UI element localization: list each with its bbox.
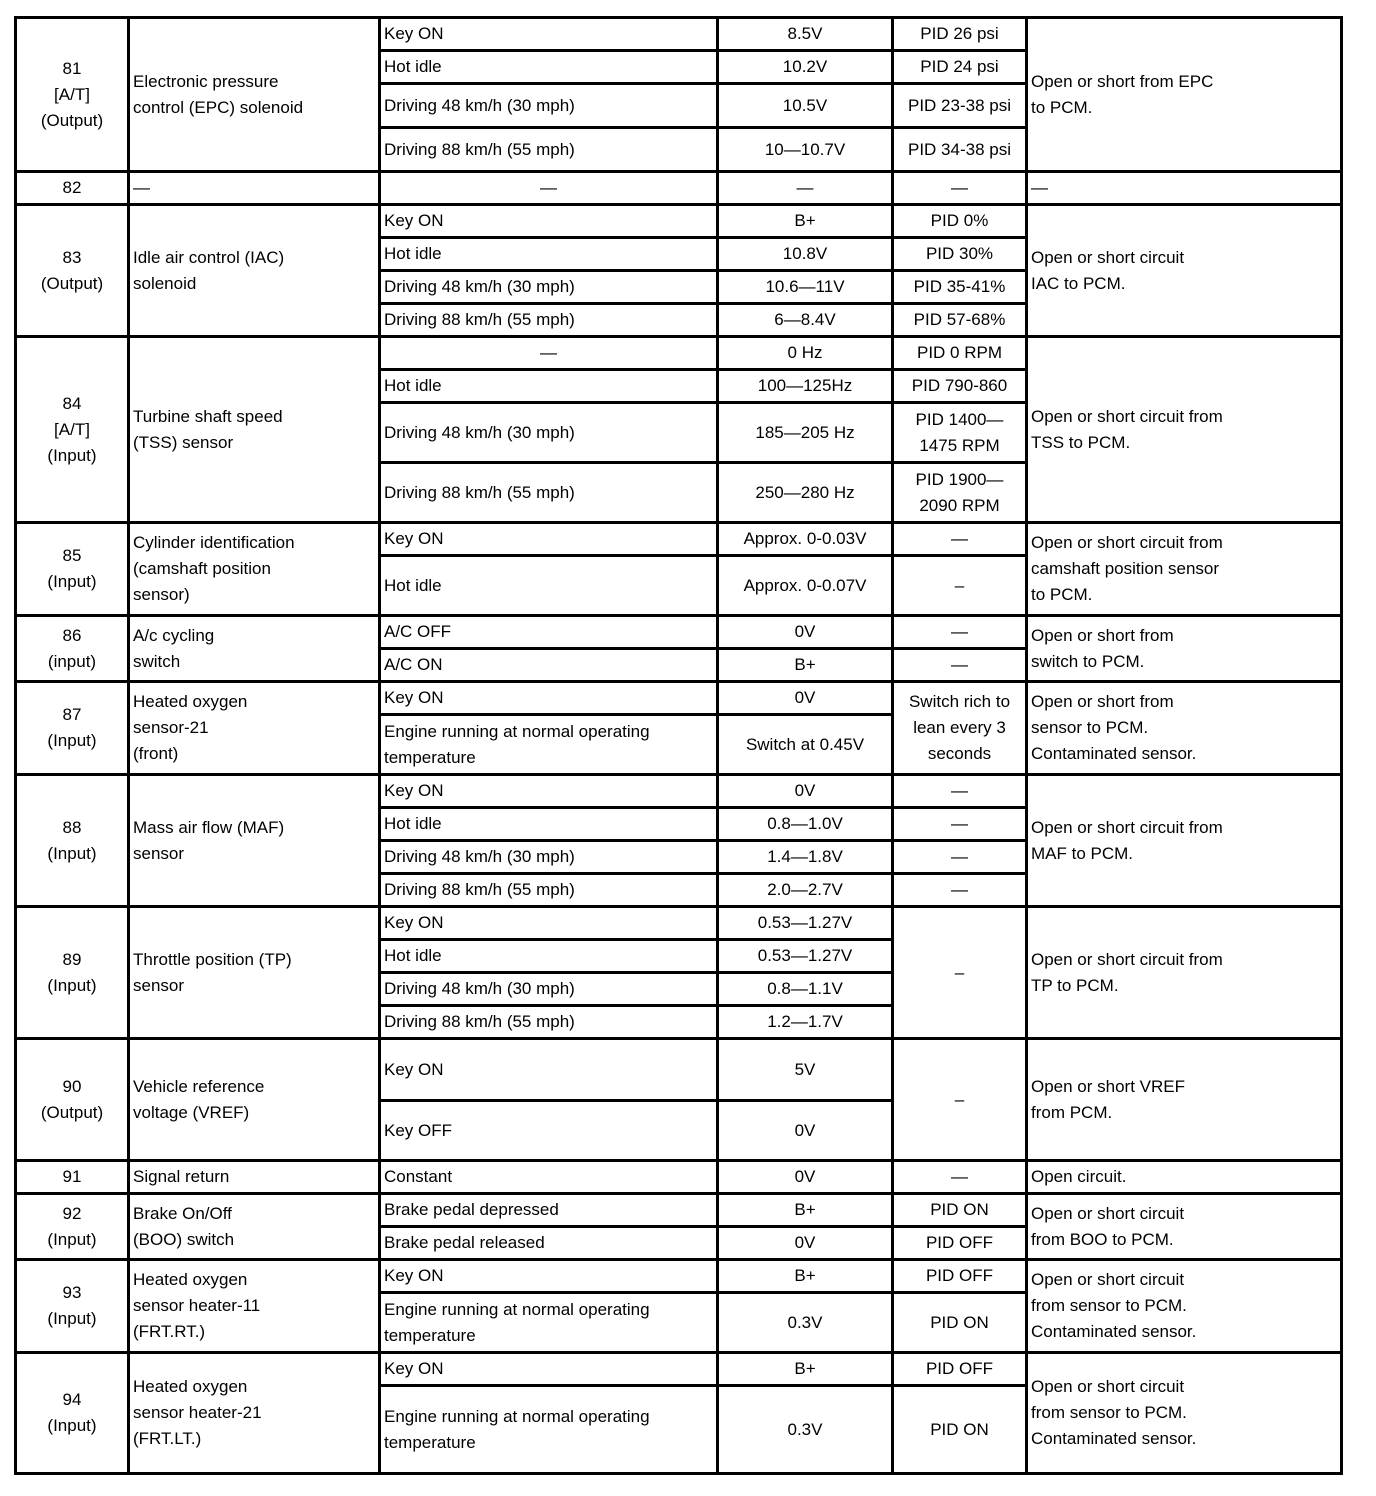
pin-number-cell [16,1161,129,1194]
terminal-name-line: Throttle position (TP) [133,949,292,969]
voltage-cell: Approx. 0-0.03V [718,523,893,556]
pid-cell: PID 23-38 psi [893,84,1027,128]
pin-number-cell [16,1039,129,1161]
terminal-name-line: Signal return [133,1167,230,1186]
table-row [16,18,1342,51]
table-row [16,337,1342,370]
terminal-name-line: Cylinder identification [133,533,295,552]
voltage-cell: B+ [718,649,893,682]
condition-cell: Key OFF [380,1101,718,1161]
remark-line: Open or short from [1031,625,1174,645]
pid-cell: – [893,907,1027,1039]
table-row [16,1039,1342,1101]
table-row [16,1353,1342,1386]
table-row [16,775,1342,808]
pin-line: 84 [62,393,82,413]
condition-cell: Hot idle [380,556,718,616]
remark-line: Contaminated sensor. [1031,744,1197,763]
remark-line: — [1031,178,1048,197]
terminal-name-cell [129,18,380,172]
pid-cell: PID 26 psi [893,18,1027,51]
terminal-name-line: voltage (VREF) [133,1102,250,1122]
voltage-cell: 0V [718,1161,893,1194]
voltage-cell: 6—8.4V [718,304,893,337]
condition-cell: Driving 48 km/h (30 mph) [380,973,718,1006]
terminal-name-cell [129,907,380,1039]
voltage-cell: 0V [718,775,893,808]
terminal-name-line: A/c cycling [133,625,215,645]
remark-line: Open or short from [1031,692,1174,711]
table-row [16,907,1342,940]
condition-cell: A/C ON [380,649,718,682]
condition-cell: Key ON [380,1260,718,1293]
pid-cell: Switch rich to lean every 3 seconds [893,682,1027,775]
pid-cell: — [893,616,1027,649]
terminal-name-cell [129,1161,380,1194]
pid-cell: – [893,556,1027,616]
condition-cell: Hot idle [380,808,718,841]
condition-cell: Key ON [380,682,718,715]
remark-cell [1027,1194,1342,1260]
terminal-name-line: sensor heater-21 [133,1403,262,1422]
pin-number-cell [16,1353,129,1474]
condition-cell: Hot idle [380,370,718,403]
voltage-cell: Switch at 0.45V [718,715,893,775]
terminal-name-line: sensor) [133,585,190,604]
pid-cell: PID 790-860 [893,370,1027,403]
pin-number-cell [16,205,129,337]
condition-cell: Driving 88 km/h (55 mph) [380,128,718,172]
remark-line: from BOO to PCM. [1031,1229,1174,1249]
remark-line: Open or short circuit [1031,1203,1185,1223]
pin-line: (Output) [40,1102,104,1122]
remark-line: from PCM. [1031,1102,1113,1122]
table-row [16,523,1342,556]
pin-number-cell [16,1194,129,1260]
pin-number-cell [16,907,129,1039]
remark-cell [1027,18,1342,172]
voltage-cell: 0V [718,1101,893,1161]
condition-cell: Key ON [380,1039,718,1101]
pid-cell: — [893,775,1027,808]
voltage-cell: 1.2—1.7V [718,1006,893,1039]
voltage-cell: 10.8V [718,238,893,271]
remark-line: Open or short circuit from [1031,533,1223,552]
terminal-name-line: Heated oxygen [133,1377,248,1396]
remark-line: Contaminated sensor. [1031,1429,1197,1448]
voltage-cell: 2.0—2.7V [718,874,893,907]
voltage-cell: 0V [718,616,893,649]
pid-cell: — [893,523,1027,556]
condition-cell: Driving 88 km/h (55 mph) [380,874,718,907]
pin-line: (input) [47,651,97,671]
condition-cell: Driving 88 km/h (55 mph) [380,463,718,523]
remark-line: from sensor to PCM. [1031,1296,1187,1315]
terminal-name-line: sensor-21 [133,718,209,737]
voltage-cell: 10.5V [718,84,893,128]
pin-line: [A/T] [54,84,90,104]
terminal-name-line: sensor [133,843,185,863]
terminal-name-line: control (EPC) solenoid [133,97,304,117]
terminal-name-line: (BOO) switch [133,1229,235,1249]
pin-line: (Input) [47,731,97,750]
remark-line: Open or short circuit [1031,247,1185,267]
pin-line: 91 [62,1167,82,1186]
pin-line: (Output) [40,273,104,293]
pin-line: 94 [62,1390,82,1409]
remark-line: to PCM. [1031,585,1093,604]
condition-cell: Driving 48 km/h (30 mph) [380,841,718,874]
remark-line: Open or short circuit from [1031,406,1223,426]
pin-line: (Output) [40,110,104,130]
voltage-cell: 0V [718,682,893,715]
terminal-name-line: Mass air flow (MAF) [133,817,285,837]
table-row [16,616,1342,649]
pid-cell: PID 1400— 1475 RPM [893,403,1027,463]
pin-line: 88 [62,817,82,837]
remark-line: Open or short circuit from [1031,949,1223,969]
pin-line: 81 [62,58,82,78]
pin-line: 93 [62,1283,82,1302]
condition-cell: Driving 48 km/h (30 mph) [380,271,718,304]
terminal-name-line: solenoid [133,273,197,293]
pid-cell: PID OFF [893,1353,1027,1386]
pid-cell: PID ON [893,1293,1027,1353]
pin-line: (Input) [47,975,97,995]
remark-line: Open or short circuit from [1031,817,1223,837]
voltage-cell: 0V [718,1227,893,1260]
voltage-cell: 0.8—1.1V [718,973,893,1006]
remark-line: sensor to PCM. [1031,718,1149,737]
voltage-cell: 0 Hz [718,337,893,370]
remark-line: Open circuit. [1031,1167,1127,1186]
pin-number-cell [16,616,129,682]
voltage-cell: 0.8—1.0V [718,808,893,841]
voltage-cell: B+ [718,205,893,238]
pid-cell: PID 34-38 psi [893,128,1027,172]
terminal-name-line: Electronic pressure [133,71,279,91]
pin-line: (Input) [47,1229,97,1249]
voltage-cell: B+ [718,1260,893,1293]
remark-line: from sensor to PCM. [1031,1403,1187,1422]
terminal-name-line: Idle air control (IAC) [133,247,285,267]
terminal-name-line: sensor [133,975,185,995]
remark-cell [1027,523,1342,616]
pid-cell: — [893,649,1027,682]
remark-cell [1027,1161,1342,1194]
terminal-name-line: (TSS) sensor [133,432,234,452]
voltage-cell: 10—10.7V [718,128,893,172]
table-row [16,205,1342,238]
remark-cell [1027,616,1342,682]
terminal-name-cell [129,1039,380,1161]
pid-cell: – [893,1039,1027,1161]
remark-cell [1027,172,1342,205]
pid-cell: PID 35-41% [893,271,1027,304]
terminal-name-line: Heated oxygen [133,692,248,711]
terminal-name-line: Turbine shaft speed [133,406,283,426]
terminal-name-line: (FRT.LT.) [133,1429,202,1448]
remark-line: Open or short circuit [1031,1377,1185,1396]
table-row [16,1161,1342,1194]
pid-cell: PID ON [893,1386,1027,1474]
remark-line: IAC to PCM. [1031,273,1126,293]
table-row [16,172,1342,205]
table-row [16,1260,1342,1293]
pin-number-cell [16,172,129,205]
condition-cell: Engine running at normal operating temperature [380,1386,718,1474]
pid-cell: — [893,172,1027,205]
remark-line: Contaminated sensor. [1031,1322,1197,1341]
terminal-name-line: — [133,178,150,197]
remark-cell [1027,205,1342,337]
pin-line: 86 [62,625,82,645]
pid-cell: PID 1900— 2090 RPM [893,463,1027,523]
terminal-name-line: (camshaft position [133,559,271,578]
remark-cell [1027,1353,1342,1474]
remark-line: to PCM. [1031,97,1093,117]
pid-cell: PID ON [893,1194,1027,1227]
table-row [16,682,1342,715]
voltage-cell: 0.3V [718,1386,893,1474]
pcm-terminal-table [14,16,1343,1475]
voltage-cell: 185—205 Hz [718,403,893,463]
pin-line: 89 [62,949,82,969]
condition-cell: — [380,172,718,205]
terminal-name-cell [129,337,380,523]
remark-line: Open or short from EPC [1031,71,1214,91]
condition-cell: Key ON [380,523,718,556]
voltage-cell: 8.5V [718,18,893,51]
pid-cell: PID 30% [893,238,1027,271]
condition-cell: Hot idle [380,940,718,973]
condition-cell: Brake pedal depressed [380,1194,718,1227]
remark-line: TSS to PCM. [1031,432,1131,452]
remark-line: camshaft position sensor [1031,559,1220,578]
condition-cell: Engine running at normal operating temperature [380,715,718,775]
condition-cell: Key ON [380,1353,718,1386]
condition-cell: Key ON [380,775,718,808]
voltage-cell: Approx. 0-0.07V [718,556,893,616]
terminal-name-cell [129,1260,380,1353]
condition-cell: Engine running at normal operating temperature [380,1293,718,1353]
table-row [16,1194,1342,1227]
pin-number-cell [16,523,129,616]
voltage-cell: 0.53—1.27V [718,907,893,940]
voltage-cell: B+ [718,1353,893,1386]
pid-cell: — [893,841,1027,874]
pid-cell: PID 0 RPM [893,337,1027,370]
voltage-cell: 0.53—1.27V [718,940,893,973]
pin-line: 83 [62,247,82,267]
voltage-cell: — [718,172,893,205]
condition-cell: Hot idle [380,238,718,271]
voltage-cell: 5V [718,1039,893,1101]
pid-cell: PID 24 psi [893,51,1027,84]
pid-cell: — [893,808,1027,841]
remark-line: TP to PCM. [1031,975,1119,995]
terminal-name-cell [129,616,380,682]
terminal-name-line: (FRT.RT.) [133,1322,206,1341]
terminal-name-line: Vehicle reference [133,1076,265,1096]
pin-number-cell [16,682,129,775]
terminal-name-line: (front) [133,744,179,763]
remark-cell [1027,682,1342,775]
condition-cell: Key ON [380,907,718,940]
pin-number-cell [16,18,129,172]
pin-line: 82 [62,178,82,197]
remark-cell [1027,907,1342,1039]
voltage-cell: 0.3V [718,1293,893,1353]
pin-number-cell [16,337,129,523]
pid-cell: PID OFF [893,1227,1027,1260]
remark-line: Open or short circuit [1031,1270,1185,1289]
remark-line: Open or short VREF [1031,1076,1186,1096]
voltage-cell: 10.6—11V [718,271,893,304]
voltage-cell: 100—125Hz [718,370,893,403]
pin-line: 85 [62,546,82,565]
condition-cell: Key ON [380,205,718,238]
terminal-name-cell [129,1353,380,1474]
condition-cell: — [380,337,718,370]
voltage-cell: B+ [718,1194,893,1227]
pin-line: 90 [62,1076,82,1096]
terminal-name-cell [129,1194,380,1260]
terminal-name-cell [129,682,380,775]
terminal-name-line: Heated oxygen [133,1270,248,1289]
pin-line: (Input) [47,1416,97,1435]
terminal-name-cell [129,172,380,205]
terminal-name-line: switch [133,651,181,671]
condition-cell: Driving 48 km/h (30 mph) [380,84,718,128]
voltage-cell: 250—280 Hz [718,463,893,523]
condition-cell: Driving 48 km/h (30 mph) [380,403,718,463]
condition-cell: Brake pedal released [380,1227,718,1260]
terminal-name-line: sensor heater-11 [133,1296,261,1315]
pin-line: (Input) [47,445,97,465]
remark-line: MAF to PCM. [1031,843,1134,863]
voltage-cell: 10.2V [718,51,893,84]
remark-cell [1027,1039,1342,1161]
pid-cell: PID 57-68% [893,304,1027,337]
voltage-cell: 1.4—1.8V [718,841,893,874]
pin-number-cell [16,1260,129,1353]
remark-cell [1027,775,1342,907]
pid-cell: — [893,874,1027,907]
condition-cell: A/C OFF [380,616,718,649]
pin-line: 87 [62,705,82,724]
terminal-name-cell [129,775,380,907]
pin-line: (Input) [47,1309,97,1328]
remark-cell [1027,337,1342,523]
condition-cell: Key ON [380,18,718,51]
pin-line: (Input) [47,843,97,863]
pin-number-cell [16,775,129,907]
condition-cell: Constant [380,1161,718,1194]
pid-cell: — [893,1161,1027,1194]
terminal-name-cell [129,205,380,337]
condition-cell: Driving 88 km/h (55 mph) [380,1006,718,1039]
pin-line: [A/T] [54,419,90,439]
pin-line: 92 [62,1203,82,1223]
terminal-name-cell [129,523,380,616]
remark-cell [1027,1260,1342,1353]
condition-cell: Hot idle [380,51,718,84]
pid-cell: PID OFF [893,1260,1027,1293]
remark-line: switch to PCM. [1031,651,1145,671]
pin-line: (Input) [47,572,97,591]
condition-cell: Driving 88 km/h (55 mph) [380,304,718,337]
terminal-name-line: Brake On/Off [133,1203,232,1223]
pid-cell: PID 0% [893,205,1027,238]
